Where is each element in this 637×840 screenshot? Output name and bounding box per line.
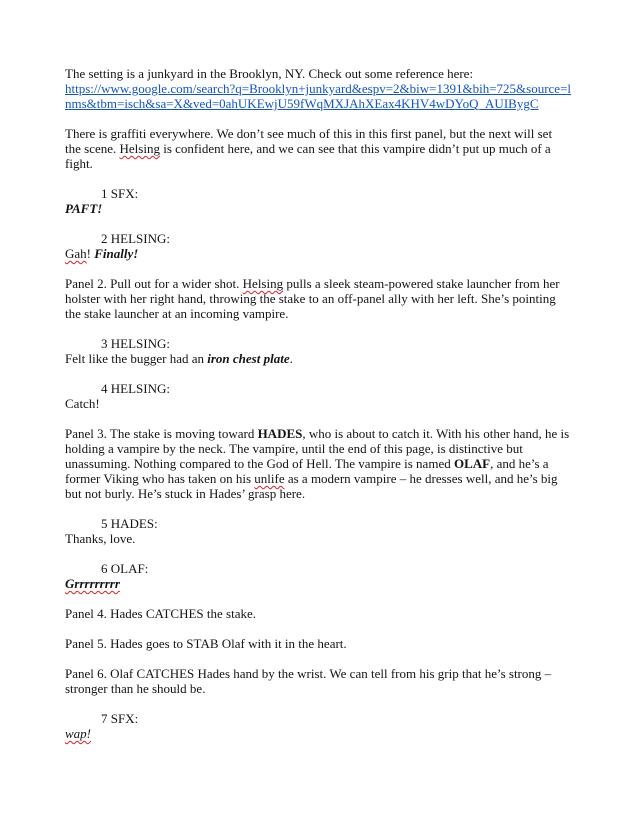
text-segment: iron chest plate — [207, 351, 290, 366]
cue-2-helsing — [65, 231, 597, 261]
text-segment: Panel 4. Hades CATCHES the stake. — [65, 606, 257, 621]
text-segment: There is graffiti everywhere. We don’t see much of this in this first panel, but the next will set — [65, 126, 553, 141]
text-segment: Felt like the bugger had an — [65, 351, 208, 366]
text-segment: holding a vampire by the neck. The vampire, until the end of this page, is distinctive but — [65, 441, 523, 456]
text-line — [65, 276, 597, 291]
text-line — [65, 711, 597, 726]
text-segment: stronger than he should be. — [65, 681, 206, 696]
misspelled-word: unlife — [254, 471, 285, 486]
text-line — [65, 516, 597, 531]
text-segment: 1 SFX: — [101, 186, 139, 201]
text-segment: 7 SFX: — [101, 711, 139, 726]
text-line — [65, 66, 597, 81]
misspelled-word: Helsing — [242, 276, 284, 291]
text-segment: Panel 2. Pull out for a wider shot. — [65, 276, 243, 291]
text-line — [65, 81, 597, 96]
text-segment: Panel 6. Olaf CATCHES Hades hand by the wrist. We can tell from his grip that he’s strong – — [65, 666, 552, 681]
text-line — [65, 351, 597, 366]
misspelled-word: Helsing — [119, 141, 160, 156]
text-line — [65, 291, 597, 306]
cue-5-hades — [65, 516, 597, 546]
text-segment: OLAF — [453, 456, 491, 471]
text-segment: Finally! — [94, 246, 139, 261]
text-segment: as a modern vampire – he dresses well, and he’s big — [284, 471, 558, 486]
text-segment: former Viking who has taken on his — [65, 471, 255, 486]
text-segment: PAFT! — [65, 201, 103, 216]
panel-3-paragraph — [65, 426, 597, 501]
text-segment: ! — [86, 246, 95, 261]
scene-description-paragraph — [65, 126, 597, 171]
text-segment: holster with her right hand, throwing the stake to an off-panel ally with her left. She’s pointing — [65, 291, 556, 306]
text-segment: HADES — [257, 426, 303, 441]
text-segment: , and he’s a — [490, 456, 549, 471]
cue-1-sfx — [65, 186, 597, 216]
text-line — [65, 186, 597, 201]
text-segment: The setting is a junkyard in the Brooklyn, NY. Check out some reference here: — [65, 66, 474, 81]
text-line — [65, 441, 597, 456]
text-segment: but not burly. He’s stuck in Hades’ grasp here. — [65, 486, 306, 501]
reference-link[interactable]: https://www.google.com/search?q=Brooklyn+junkyard&espv=2&biw=1391&bih=725&source=l — [65, 81, 572, 96]
text-segment: is confident here, and we can see that this vampire didn’t put up much of a — [159, 141, 551, 156]
text-segment: the scene. — [65, 141, 120, 156]
panel-2-paragraph — [65, 276, 597, 321]
misspelled-word: wap! — [65, 726, 91, 741]
panel-4-paragraph — [65, 606, 597, 621]
text-segment: Thanks, love. — [65, 531, 136, 546]
text-line — [65, 306, 597, 321]
cue-4-helsing — [65, 381, 597, 411]
panel-5-paragraph — [65, 636, 597, 651]
text-segment: . — [289, 351, 293, 366]
text-segment: 3 HELSING: — [101, 336, 170, 351]
text-line — [65, 396, 597, 411]
text-line — [65, 561, 597, 576]
text-line — [65, 666, 597, 681]
cue-7-sfx — [65, 711, 597, 741]
text-segment: 6 OLAF: — [101, 561, 149, 576]
text-line — [65, 471, 597, 486]
text-line — [65, 381, 597, 396]
text-line — [65, 486, 597, 501]
panel-6-paragraph — [65, 666, 597, 696]
text-line — [65, 156, 597, 171]
reference-link[interactable]: nms&tbm=isch&sa=X&ved=0ahUKEwjU59fWqMXJAhXEax4KHV4wDYoQ_AUIBygC — [65, 96, 539, 111]
text-segment: unassuming. Nothing compared to the God of Hell. The vampire is named — [65, 456, 454, 471]
text-segment: fight. — [65, 156, 93, 171]
text-line — [65, 141, 597, 156]
text-segment: Catch! — [65, 396, 100, 411]
text-line — [65, 531, 597, 546]
text-line — [65, 231, 597, 246]
misspelled-word: Grrrrrrrrr — [65, 576, 120, 591]
intro-paragraph — [65, 66, 597, 111]
text-segment: 5 HADES: — [101, 516, 158, 531]
text-segment: the stake launcher at an incoming vampire. — [65, 306, 289, 321]
cue-3-helsing — [65, 336, 597, 366]
text-line — [65, 576, 597, 591]
text-segment: Panel 5. Hades goes to STAB Olaf with it in the heart. — [65, 636, 347, 651]
text-line — [65, 126, 597, 141]
text-segment: 2 HELSING: — [101, 231, 170, 246]
text-segment: , who is about to catch it. With his other hand, he is — [302, 426, 570, 441]
text-line — [65, 201, 597, 216]
text-line — [65, 681, 597, 696]
text-line — [65, 246, 597, 261]
text-line — [65, 726, 597, 741]
misspelled-word: Gah — [65, 246, 87, 261]
cue-6-olaf — [65, 561, 597, 591]
text-segment: pulls a sleek steam-powered stake launcher from her — [283, 276, 560, 291]
text-line — [65, 336, 597, 351]
text-line — [65, 426, 597, 441]
text-segment: 4 HELSING: — [101, 381, 170, 396]
text-segment: Panel 3. The stake is moving toward — [65, 426, 258, 441]
text-line — [65, 456, 597, 471]
text-line — [65, 606, 597, 621]
text-line — [65, 96, 597, 111]
text-line — [65, 636, 597, 651]
